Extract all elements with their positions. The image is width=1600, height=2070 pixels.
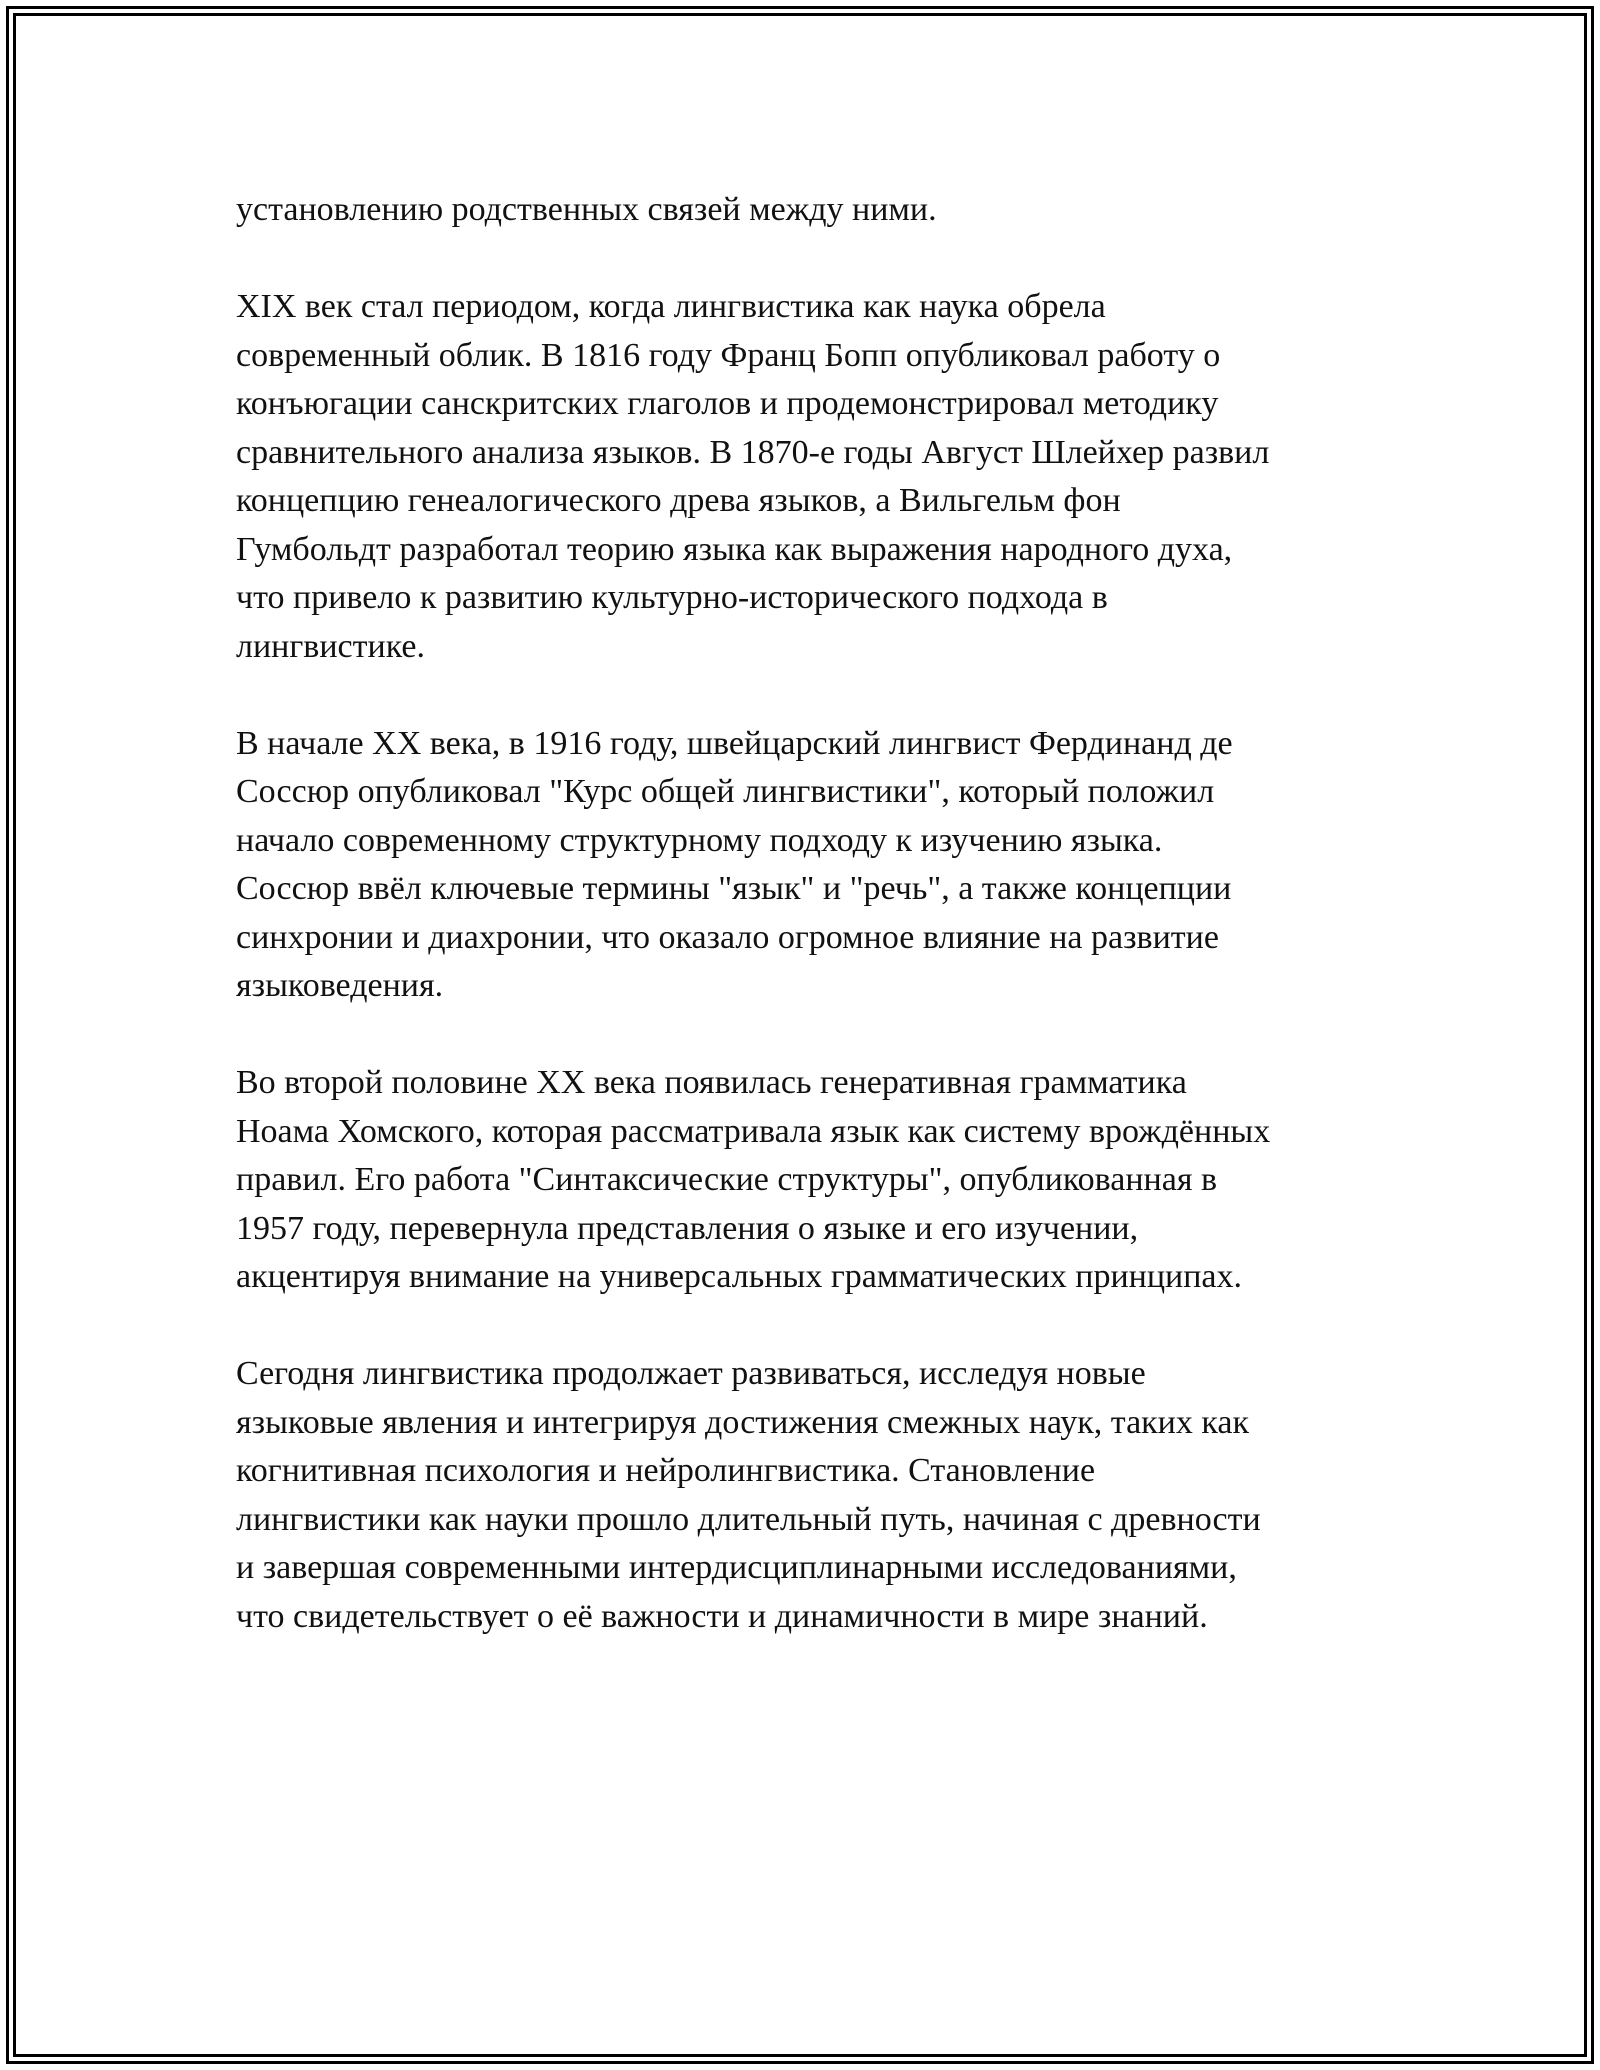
document-body [236,186,1376,1690]
paragraph-2: XIX век стал периодом, когда лингвистика как наука обрела современный облик. В 1816 году Франц Бопп опубликовал работу о конъюгации санскритских глаголов и продемонстрировал методику сравнительного анализа языков. В 1870-е годы Август Шлейхер развил концепцию генеалогического древа языков, а Вильгельм фон Гумбольдт разработал теорию языка как выражения народного духа, что привело к развитию культурно-исторического подхода в лингвистике. [236,288,1270,665]
paragraph-1: установлению родственных связей между ними. [236,191,937,228]
paragraph-5: Сегодня лингвистика продолжает развиваться, исследуя новые языковые явления и интегрируя достижения смежных наук, таких как когнитивная психология и нейролингвистика. Становление лингвистики как науки прошло длительный путь, начиная с древности и завершая современными интердисциплинарными исследованиями, что свидетельствует о её важности и динамичности в мире знаний. [236,1355,1261,1635]
paragraph-4: Во второй половине XX века появилась генеративная грамматика Ноама Хомского, которая рассматривала язык как систему врождённых правил. Его работа "Синтаксические структуры", опубликованная в 1957 году, перевернула представления о языке и его изучении, акцентируя внимание на универсальных грамматических принципах. [236,1064,1271,1295]
paragraph-3: В начале XX века, в 1916 году, швейцарский лингвист Фердинанд де Соссюр опубликовал "Курс общей лингвистики", который положил начало современному структурному подходу к изучению языка. Соссюр ввёл ключевые термины "язык" и "речь", а также концепции синхронии и диахронии, что оказало огромное влияние на развитие языковедения. [236,724,1233,1004]
